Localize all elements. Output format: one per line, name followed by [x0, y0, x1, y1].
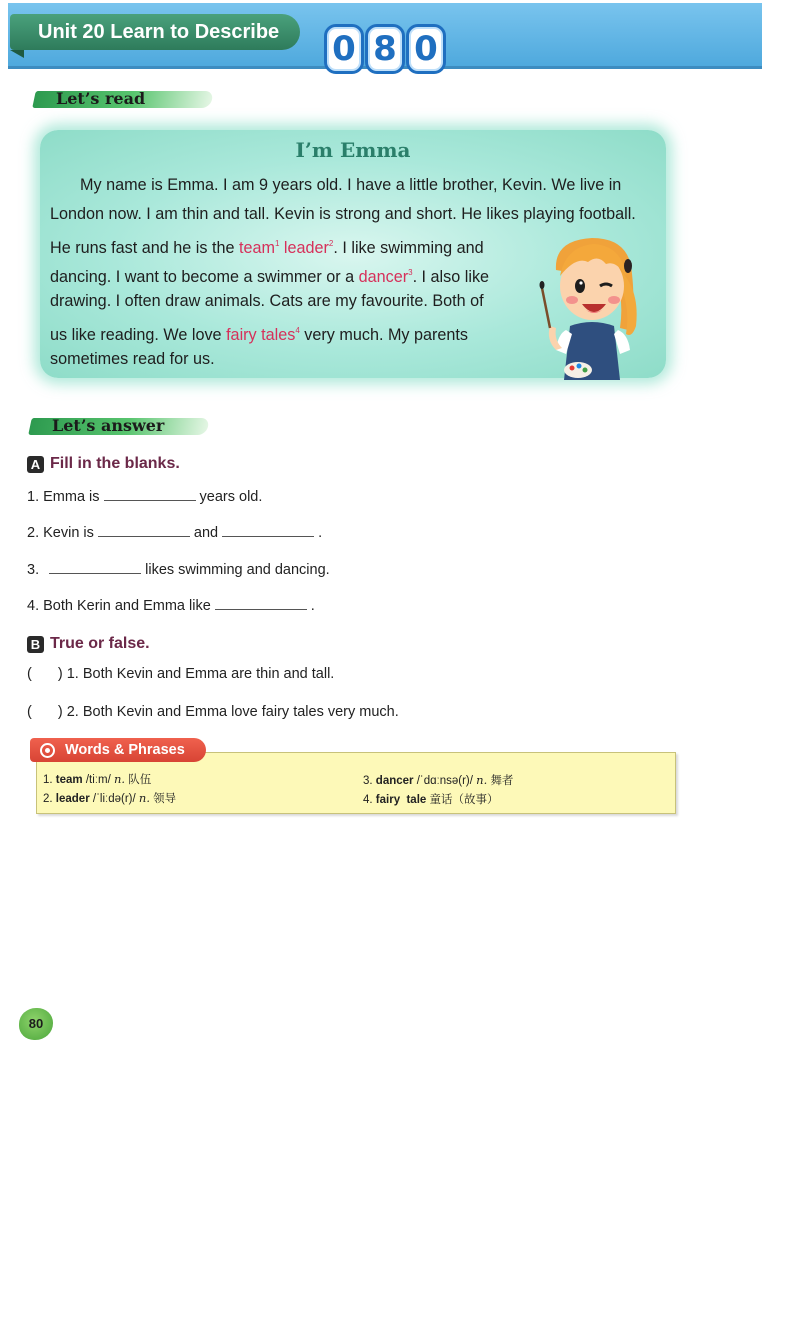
word-term: team [55, 774, 83, 786]
word-phonetic: /tiːm/ [85, 774, 111, 786]
part-a-title: Fill in the blanks. [50, 455, 180, 472]
word-entry-fairy-tale [363, 791, 499, 807]
page-code-digit: 0 [406, 24, 446, 74]
text-segment: London now. I am thin and tall. Kevin is strong and short. He likes playing football. [50, 205, 636, 223]
text-segment: very much. My parents [299, 326, 469, 344]
unit-tab-fold [10, 50, 24, 58]
text-segment: us like reading. We love [50, 326, 227, 344]
text-segment: drawing. I often draw animals. Cats are my favourite. Both of [50, 292, 484, 310]
vocab-word-dancer: dancer [358, 268, 409, 286]
page-number: 80 [19, 1008, 53, 1040]
answer-blank[interactable] [104, 486, 196, 501]
word-number: 3. [363, 775, 373, 787]
part-a-heading [27, 455, 180, 473]
vocab-word-fairy-tales: fairy tales [226, 326, 296, 344]
reading-title: I’m Emma [295, 138, 411, 162]
question-number: 1. [27, 489, 40, 505]
question-number: 3. [27, 562, 40, 578]
word-entry-leader [43, 790, 176, 806]
question-text: years old. [199, 489, 263, 505]
word-phonetic: /ˈliːdə(r)/ [92, 793, 136, 805]
answer-paren[interactable]: ) [57, 704, 63, 720]
footnote-number: 4 [295, 326, 300, 335]
word-pos: n. [476, 773, 488, 787]
word-pos: n. [138, 791, 150, 805]
text-segment: . I also like [412, 268, 490, 286]
reading-line [50, 345, 215, 374]
girl-painter-illustration [536, 230, 648, 382]
question-text: and [193, 525, 219, 541]
question-a1 [27, 486, 262, 505]
lets-answer-label: Let’s answer [30, 415, 208, 437]
word-meaning: 舞者 [490, 775, 514, 787]
word-term: leader [55, 793, 90, 805]
answer-blank[interactable] [222, 522, 314, 537]
question-text: 2. Both Kevin and Emma love fairy tales very much. [66, 704, 399, 720]
part-b-heading [27, 635, 150, 653]
question-a4 [27, 595, 315, 614]
part-b-title: True or false. [50, 635, 150, 652]
question-text: Both Kerin and Emma like [43, 598, 211, 614]
answer-blank[interactable] [215, 595, 307, 610]
question-text: likes swimming and dancing. [145, 562, 330, 578]
footnote-number: 3 [408, 268, 413, 277]
word-number: 4. [363, 794, 373, 806]
question-b2 [27, 704, 399, 720]
vocab-word-team: team [238, 239, 275, 257]
word-pos: n. [113, 772, 126, 786]
question-text: . [318, 525, 323, 541]
word-number: 1. [43, 774, 53, 786]
answer-blank[interactable] [98, 522, 190, 537]
answer-paren[interactable]: ( [27, 666, 32, 682]
target-icon [40, 743, 55, 758]
question-text: Emma is [43, 489, 100, 505]
page-code [324, 24, 446, 74]
footnote-number: 2 [328, 239, 334, 248]
unit-title: Unit 20 Learn to Describe [10, 14, 300, 50]
text-segment: He runs fast and he is the [50, 239, 239, 257]
answer-paren[interactable]: ) [57, 666, 63, 682]
part-b-letter: B [27, 636, 44, 653]
text-segment: . I like swimming and [333, 239, 484, 257]
reading-line [80, 171, 621, 200]
page-code-digit: 8 [365, 24, 405, 74]
word-entry-team [43, 771, 151, 787]
word-term: dancer [375, 775, 414, 787]
question-number: 2. [27, 525, 40, 541]
word-meaning: 队伍 [128, 774, 152, 786]
word-phonetic: /ˈdɑːnsə(r)/ [416, 775, 473, 787]
question-b1 [27, 666, 334, 682]
answer-paren[interactable]: ( [27, 704, 32, 720]
answer-blank[interactable] [49, 559, 141, 574]
page-code-digit: 0 [324, 24, 364, 74]
vocab-word-leader: leader [283, 239, 329, 257]
text-segment: dancing. I want to become a swimmer or a [50, 268, 359, 286]
question-a2 [27, 522, 322, 541]
reading-line [50, 200, 636, 229]
word-meaning: 领导 [153, 793, 177, 805]
footnote-number: 1 [274, 239, 280, 248]
word-entry-dancer [363, 772, 513, 788]
part-a-letter: A [27, 456, 44, 473]
question-text: Kevin is [43, 525, 94, 541]
reading-line [50, 287, 484, 316]
question-text: 1. Both Kevin and Emma are thin and tall. [66, 666, 335, 682]
text-segment: My name is Emma. I am 9 years old. I have a little brother, Kevin. We live in [80, 176, 622, 194]
word-number: 2. [43, 793, 53, 805]
word-meaning: 童话（故事） [429, 794, 499, 806]
word-term: fairy tale [375, 794, 427, 806]
words-phrases-tab [30, 738, 206, 762]
question-a3 [27, 559, 330, 578]
question-number: 4. [27, 598, 40, 614]
text-segment: sometimes read for us. [50, 350, 215, 368]
words-phrases-label: Words & Phrases [65, 742, 185, 758]
lets-read-label: Let’s read [34, 88, 212, 110]
question-text: . [310, 598, 315, 614]
